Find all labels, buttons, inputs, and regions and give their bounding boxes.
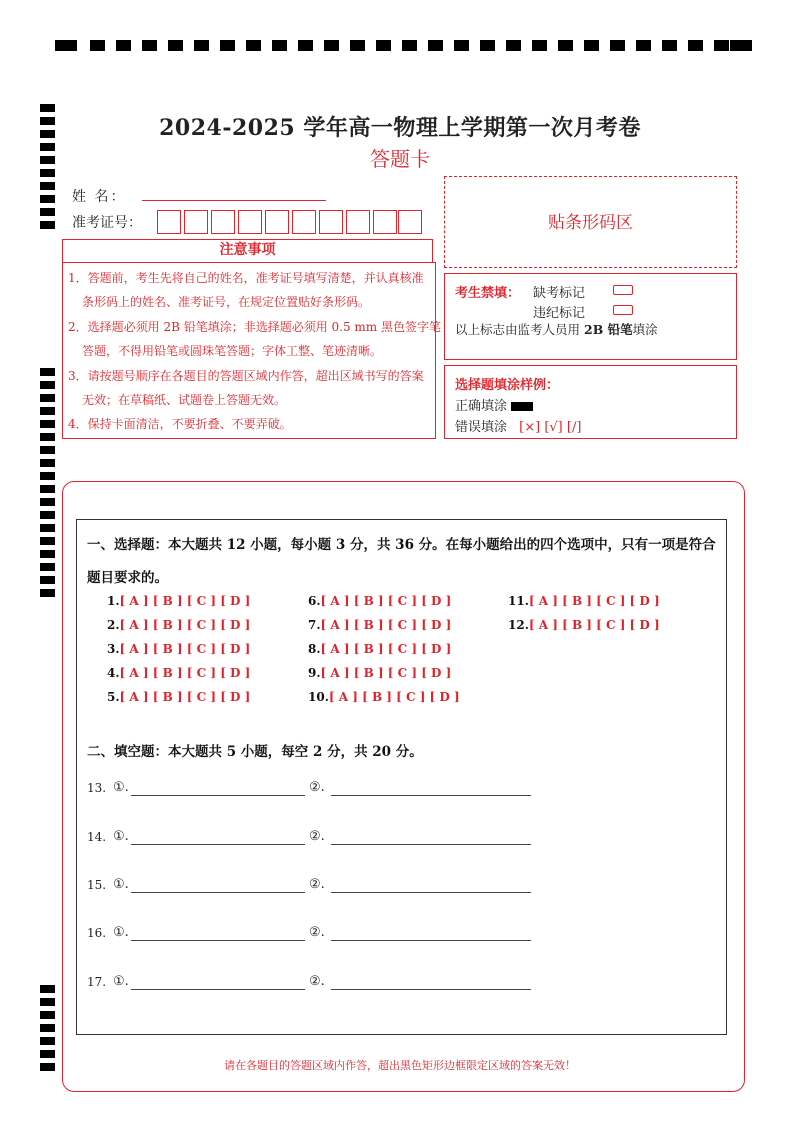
blank-line[interactable]	[131, 989, 305, 990]
choice-question[interactable]: 8.[ A ] [ B ] [ C ] [ D ]	[308, 642, 452, 656]
choice-question[interactable]: 4.[ A ] [ B ] [ C ] [ D ]	[107, 666, 251, 680]
blank-line[interactable]	[331, 795, 531, 796]
blank-line[interactable]	[331, 844, 531, 845]
section1-title: 一、选择题：本大题共 12 小题，每小题 3 分，共 36 分。在每小题给出的四个选项中，只有一项是符合	[87, 537, 716, 553]
blank-line[interactable]	[331, 892, 531, 893]
page-title: 2024-2025 学年高一物理上学期第一次月考卷	[159, 115, 641, 141]
blank-line[interactable]	[331, 940, 531, 941]
footer-note: 请在各题目的答题区域内作答，超出黑色矩形边框限定区域的答案无效！	[224, 1059, 576, 1072]
choice-question[interactable]: 6.[ A ] [ B ] [ C ] [ D ]	[308, 594, 452, 608]
notice-line: 4．保持卡面清洁，不要折叠、不要弄破。	[68, 417, 292, 431]
violation-label: 违纪标记	[533, 306, 586, 321]
notice-box	[62, 262, 442, 439]
blank-line[interactable]	[131, 892, 305, 893]
choice-question[interactable]: 10.[ A ] [ B ] [ C ] [ D ]	[308, 690, 460, 704]
wrong-fill: 错误填涂 [×] [√] [/]	[455, 420, 582, 435]
section2-title: 二、填空题：本大题共 5 小题，每空 2 分，共 20 分。	[87, 744, 423, 760]
forbidden-title: 考生禁填：	[455, 286, 521, 301]
exam-id-label: 准考证号：	[72, 215, 142, 231]
notice-title: 注意事项	[62, 239, 433, 263]
name-label: 姓 名：	[72, 189, 127, 205]
filled-square-icon	[511, 402, 533, 411]
choice-question[interactable]: 2.[ A ] [ B ] [ C ] [ D ]	[107, 618, 251, 632]
choice-question[interactable]: 1.[ A ] [ B ] [ C ] [ D ]	[107, 594, 251, 608]
notice-line: 答题，不得用铅笔或圆珠笔答题；字体工整、笔迹清晰。	[82, 344, 383, 358]
absent-mark-box[interactable]	[613, 285, 633, 295]
section1-title-cont: 题目要求的。	[87, 570, 168, 586]
barcode-area	[444, 176, 737, 268]
wrong-fill-marks: [×] [√] [/]	[519, 420, 582, 435]
forbidden-note: 以上标志由监考人员用 2B 铅笔填涂	[455, 322, 658, 337]
page-subtitle: 答题卡	[370, 147, 430, 171]
blank-line[interactable]	[131, 940, 305, 941]
choice-question[interactable]: 7.[ A ] [ B ] [ C ] [ D ]	[308, 618, 452, 632]
correct-fill: 正确填涂	[455, 395, 533, 414]
name-field[interactable]	[142, 200, 326, 201]
notice-line: 无效；在草稿纸、试题卷上答题无效。	[82, 393, 287, 407]
fill-sample-box	[444, 365, 737, 439]
absent-label: 缺考标记	[533, 286, 586, 301]
blank-line[interactable]	[331, 989, 531, 990]
violation-mark-box[interactable]	[613, 305, 633, 315]
choice-question[interactable]: 11.[ A ] [ B ] [ C ] [ D ]	[508, 594, 660, 608]
notice-line: 3．请按题号顺序在各题目的答题区域内作答，超出区域书写的答案	[68, 369, 424, 383]
choice-question[interactable]: 9.[ A ] [ B ] [ C ] [ D ]	[308, 666, 452, 680]
barcode-label: 贴条形码区	[548, 213, 633, 233]
blank-line[interactable]	[131, 795, 305, 796]
choice-question[interactable]: 12.[ A ] [ B ] [ C ] [ D ]	[508, 618, 660, 632]
choice-question[interactable]: 3.[ A ] [ B ] [ C ] [ D ]	[107, 642, 251, 656]
sample-title: 选择题填涂样例：	[455, 378, 560, 393]
notice-line: 2．选择题必须用 2B 铅笔填涂；非选择题必须用 0.5 mm 黑色签字笔	[68, 320, 442, 334]
notice-line: 1．答题前，考生先将自己的姓名，准考证号填写清楚，并认真核准	[68, 271, 424, 285]
choice-question[interactable]: 5.[ A ] [ B ] [ C ] [ D ]	[107, 690, 251, 704]
blank-line[interactable]	[131, 844, 305, 845]
notice-line: 条形码上的姓名、准考证号，在规定位置贴好条形码。	[82, 295, 371, 309]
forbidden-box	[444, 273, 737, 360]
